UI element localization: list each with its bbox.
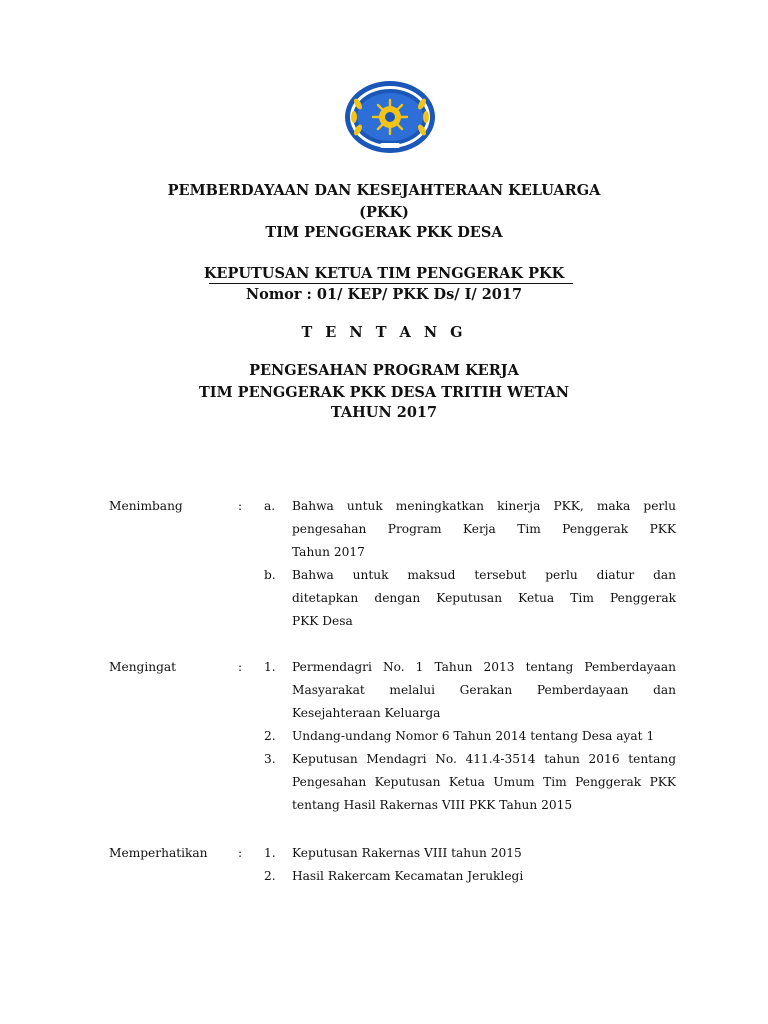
list-item-line: Kesejahteraan Keluarga bbox=[292, 706, 441, 720]
list-item-line: tentang Hasil Rakernas VIII PKK Tahun 2015 bbox=[292, 798, 573, 812]
list-item-line: Undang-undang Nomor 6 Tahun 2014 tentang Desa ayat 1 bbox=[292, 729, 655, 743]
tentang-heading: T E N T A N G bbox=[301, 324, 467, 341]
list-item-line: Hasil Rakercam Kecamatan Jeruklegi bbox=[292, 869, 524, 883]
list-item-line: Tahun 2017 bbox=[292, 545, 365, 559]
section-label: Menimbang bbox=[109, 499, 183, 513]
list-item-line: Keputusan Rakernas VIII tahun 2015 bbox=[292, 846, 522, 860]
item-marker: 2. bbox=[264, 729, 276, 743]
subject-line-3: TAHUN 2017 bbox=[330, 404, 438, 421]
list-item-line: Permendagri No. 1 Tahun 2013 tentang Pemberdayaan bbox=[292, 660, 676, 674]
item-marker: a. bbox=[264, 499, 276, 513]
decree-number: Nomor : 01/ KEP/ PKK Ds/ I/ 2017 bbox=[245, 286, 523, 303]
org-team-line: TIM PENGGERAK PKK DESA bbox=[265, 224, 503, 241]
list-item-line: pengesahan Program Kerja Tim Penggerak PKK bbox=[292, 522, 676, 536]
org-abbrev-line: (PKK) bbox=[359, 204, 409, 221]
section-colon: : bbox=[238, 660, 243, 674]
list-item-line: Pengesahan Keputusan Ketua Umum Tim Penggerak PKK bbox=[292, 775, 676, 789]
section-colon: : bbox=[238, 499, 243, 513]
item-marker: 1. bbox=[264, 846, 276, 860]
item-marker: 1. bbox=[264, 660, 276, 674]
list-item-line: PKK Desa bbox=[292, 614, 353, 628]
list-item-line: ditetapkan dengan Keputusan Ketua Tim Penggerak bbox=[292, 591, 676, 605]
section-colon: : bbox=[238, 846, 243, 860]
item-marker: 3. bbox=[264, 752, 276, 766]
list-item-line: Bahwa untuk meningkatkan kinerja PKK, maka perlu bbox=[292, 499, 676, 513]
pkk-emblem-icon bbox=[344, 80, 436, 154]
list-item-line: Masyarakat melalui Gerakan Pemberdayaan dan bbox=[292, 683, 676, 697]
list-item-line: Keputusan Mendagri No. 411.4-3514 tahun 2016 tentang bbox=[292, 752, 676, 766]
section-label: Memperhatikan bbox=[109, 846, 208, 860]
item-marker: 2. bbox=[264, 869, 276, 883]
subject-line-2: TIM PENGGERAK PKK DESA TRITIH WETAN bbox=[199, 384, 569, 401]
subject-line-1: PENGESAHAN PROGRAM KERJA bbox=[249, 362, 519, 379]
section-label: Mengingat bbox=[109, 660, 177, 674]
org-name-line: PEMBERDAYAAN DAN KESEJAHTERAAN KELUARGA bbox=[167, 182, 601, 199]
item-marker: b. bbox=[264, 568, 276, 582]
list-item-line: Bahwa untuk maksud tersebut perlu diatur dan bbox=[292, 568, 676, 582]
decree-title: KEPUTUSAN KETUA TIM PENGGERAK PKK bbox=[203, 265, 565, 282]
